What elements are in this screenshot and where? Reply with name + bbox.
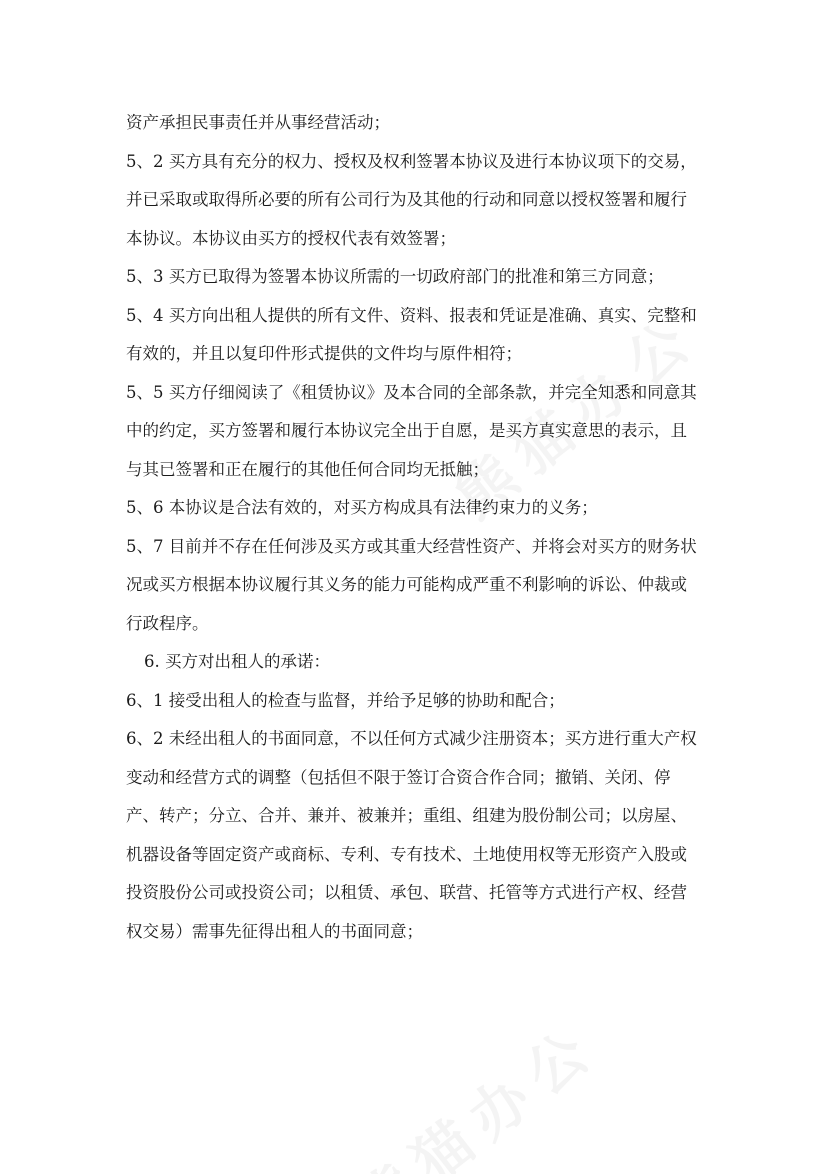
clause-5-6: 5、6 本协议是合法有效的，对买方构成具有法律约束力的义务； bbox=[126, 498, 598, 517]
text-line: 有效的，并且以复印件形式提供的文件均与原件相符； bbox=[126, 344, 522, 363]
document-body bbox=[126, 104, 708, 951]
text-line: 投资股份公司或投资公司；以租赁、承包、联营、托管等方式进行产权、经营 bbox=[126, 883, 687, 902]
text-line: 本协议。本协议由买方的授权代表有效签署； bbox=[126, 228, 456, 248]
clause-5-7: 5、7 目前并不存在任何涉及买方或其重大经营性资产、并将会对买方的财务状 bbox=[126, 536, 697, 556]
text-line: 权交易）需事先征得出租人的书面同意； bbox=[126, 921, 423, 941]
section-6-heading: 6. 买方对出租人的承诺： bbox=[144, 652, 330, 671]
text-line: 并已采取或取得所必要的所有公司行为及其他的行动和同意以授权签署和履行 bbox=[126, 190, 687, 209]
text-line: 与其已签署和正在履行的其他任何合同均无抵触； bbox=[126, 459, 489, 479]
clause-5-4: 5、4 买方向出租人提供的所有文件、资料、报表和凭证是准确、真实、完整和 bbox=[126, 305, 697, 325]
text-line: 机器设备等固定资产或商标、专利、专有技术、土地使用权等无形资产入股或 bbox=[126, 844, 687, 864]
clause-5-3: 5、3 买方已取得为签署本协议所需的一切政府部门的批准和第三方同意； bbox=[126, 267, 664, 286]
text-line: 中的约定，买方签署和履行本协议完全出于自愿，是买方真实意思的表示，且 bbox=[126, 421, 687, 440]
clause-6-1: 6、1 接受出租人的检查与监督，并给予足够的协助和配合； bbox=[126, 690, 565, 710]
clause-5-2: 5、2 买方具有充分的权力、授权及权利签署本协议及进行本协议项下的交易， bbox=[126, 151, 697, 171]
text-line: 况或买方根据本协议履行其义务的能力可能构成严重不利影响的诉讼、仲裁或 bbox=[126, 575, 687, 594]
text-line: 变动和经营方式的调整（包括但不限于签订合资合作合同；撤销、关闭、停 bbox=[126, 767, 671, 787]
text-line: 资产承担民事责任并从事经营活动； bbox=[126, 113, 390, 132]
text-line: 行政程序。 bbox=[126, 613, 209, 633]
text-line: 产、转产；分立、合并、兼并、被兼并；重组、组建为股份制公司；以房屋、 bbox=[126, 806, 687, 825]
watermark bbox=[335, 1000, 614, 1174]
clause-5-5: 5、5 买方仔细阅读了《租赁协议》及本合同的全部条款，并完全知悉和同意其 bbox=[126, 382, 697, 402]
clause-6-2: 6、2 未经出租人的书面同意，不以任何方式减少注册资本；买方进行重大产权 bbox=[126, 729, 697, 748]
